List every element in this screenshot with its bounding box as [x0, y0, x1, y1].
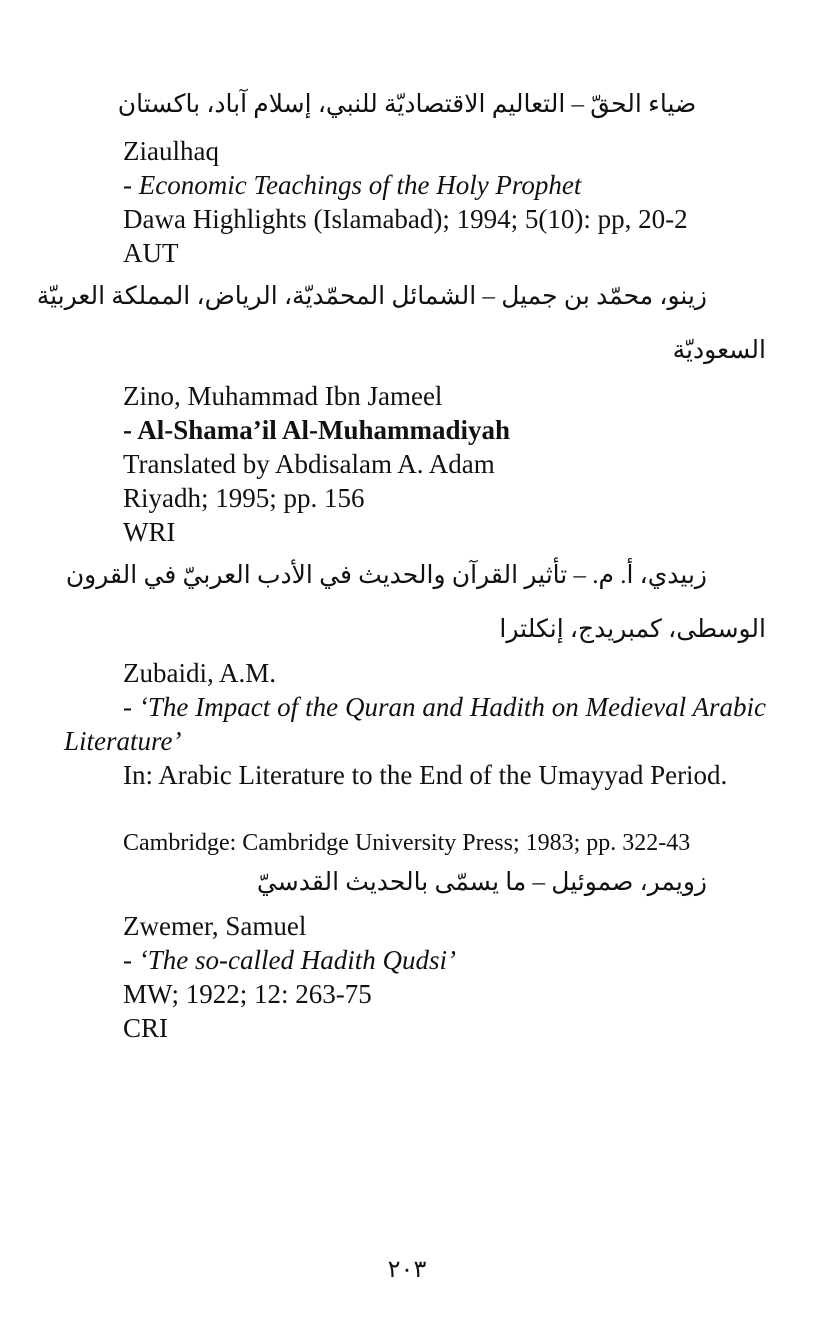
entry4-arabic: زويمر، صموئيل – ما يسمّى بالحديث القدسيّ: [256, 869, 707, 896]
entry4-author: Zwemer, Samuel: [123, 911, 307, 941]
entry3-publication: Cambridge: Cambridge University Press; 1983; pp. 322-43: [123, 830, 691, 856]
entry1-author: Ziaulhaq: [123, 136, 219, 166]
entry3-title: - ‘The Impact of the Quran and Hadith on Medieval Arabic Literature’: [64, 692, 766, 756]
entry3-author: Zubaidi, A.M.: [123, 658, 276, 688]
entry4-publication: MW; 1922; 12: 263-75: [123, 979, 372, 1009]
entry2-code: WRI: [123, 517, 176, 547]
entry3-source: In: Arabic Literature to the End of the Umayyad Period.: [123, 760, 728, 790]
page-number: ٢٠٣: [387, 1257, 427, 1283]
entry3-arabic-line2: الوسطى، كمبريدج، إنكلترا: [499, 616, 766, 643]
entry1-arabic: ضياء الحقّ – التعاليم الاقتصاديّة للنبي، إسلام آباد، باكستان: [117, 91, 697, 118]
entry2-publication: Riyadh; 1995; pp. 156: [123, 483, 365, 513]
entry1-publication: Dawa Highlights (Islamabad); 1994; 5(10): pp, 20-2: [123, 204, 688, 234]
entry1-code: AUT: [123, 238, 179, 268]
entry4-title: - ‘The so-called Hadith Qudsi’: [123, 945, 456, 975]
entry2-translator: Translated by Abdisalam A. Adam: [123, 449, 495, 479]
entry4-code: CRI: [123, 1013, 169, 1043]
entry2-author: Zino, Muhammad Ibn Jameel: [123, 381, 443, 411]
entry1-title: - Economic Teachings of the Holy Prophet: [123, 170, 582, 200]
entry3-arabic-line1: زبيدي، أ. م. – تأثير القرآن والحديث في الأدب العربيّ في القرون: [65, 562, 707, 589]
entry2-title: - Al-Shama’il Al-Muhammadiyah: [123, 415, 511, 445]
entry2-arabic-line1: زينو، محمّد بن جميل – الشمائل المحمّديّة، الرياض، المملكة العربيّة: [36, 283, 707, 310]
entry2-arabic-line2: السعوديّة: [672, 337, 766, 364]
